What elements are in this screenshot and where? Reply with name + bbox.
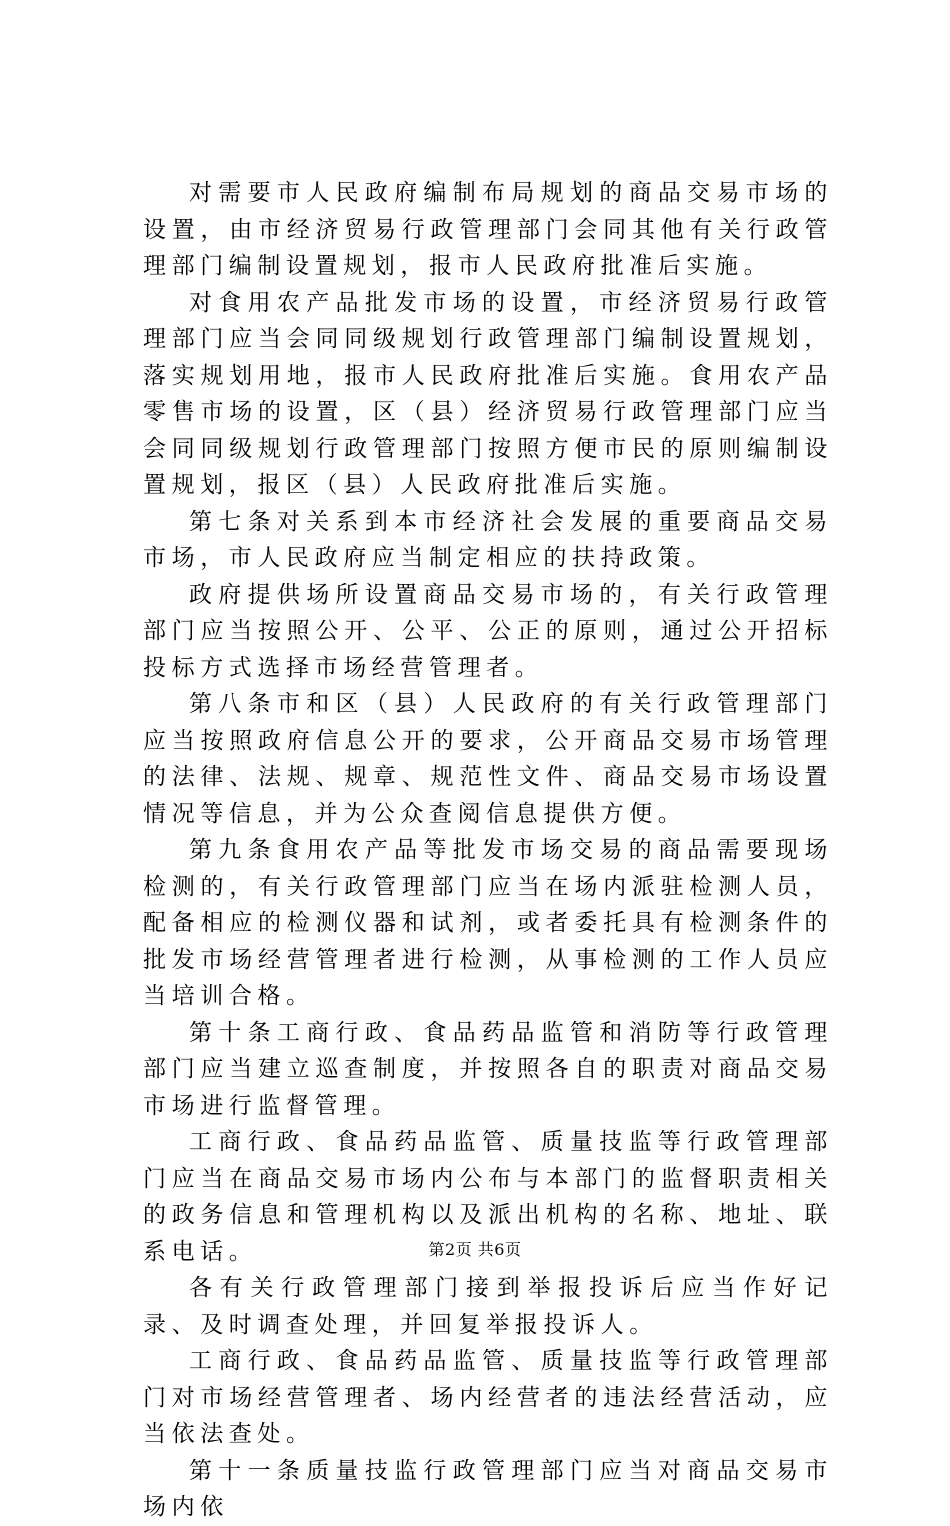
- paragraph: 对食用农产品批发市场的设置，市经济贸易行政管理部门应当会同同级规划行政管理部门编制设置规划，落实规划用地，报市人民政府批准后实施。食用农产品零售市场的设置，区（县）经济贸易行政管理部门应当会同同级规划行政管理部门按照方便市民的原则编制设置规划，报区（县）人民政府批准后实施。: [143, 289, 833, 498]
- paragraph: 工商行政、食品药品监管、质量技监等行政管理部门应当在商品交易市场内公布与本部门的监督职责相关的政务信息和管理机构以及派出机构的名称、地址、联系电话。: [143, 1129, 833, 1265]
- page-footer: [0, 1240, 950, 1260]
- paragraph: 工商行政、食品药品监管、质量技监等行政管理部门对市场经营管理者、场内经营者的违法经营活动，应当依法查处。: [143, 1348, 833, 1447]
- paragraph: 第九条食用农产品等批发市场交易的商品需要现场检测的，有关行政管理部门应当在场内派驻检测人员，配备相应的检测仪器和试剂，或者委托具有检测条件的批发市场经营管理者进行检测，从事检测的工作人员应当培训合格。: [143, 837, 833, 1009]
- paragraph: 对需要市人民政府编制布局规划的商品交易市场的设置，由市经济贸易行政管理部门会同其他有关行政管理部门编制设置规划，报市人民政府批准后实施。: [143, 180, 833, 279]
- paragraph: 第八条市和区（县）人民政府的有关行政管理部门应当按照政府信息公开的要求，公开商品交易市场管理的法律、法规、规章、规范性文件、商品交易市场设置情况等信息，并为公众查阅信息提供方便。: [143, 691, 833, 827]
- paragraph: 政府提供场所设置商品交易市场的，有关行政管理部门应当按照公开、公平、公正的原则，通过公开招标投标方式选择市场经营管理者。: [143, 581, 833, 681]
- paragraph: 第十一条质量技监行政管理部门应当对商品交易市场内依: [143, 1457, 833, 1520]
- paragraph: 第十条工商行政、食品药品监管和消防等行政管理部门应当建立巡查制度，并按照各自的职责对商品交易市场进行监督管理。: [143, 1019, 833, 1119]
- page-number: 第2页 共6页: [428, 1240, 522, 1259]
- document-body: [143, 175, 833, 1526]
- paragraph: 各有关行政管理部门接到举报投诉后应当作好记录、及时调查处理，并回复举报投诉人。: [143, 1275, 833, 1338]
- paragraph: 第七条对关系到本市经济社会发展的重要商品交易市场，市人民政府应当制定相应的扶持政策。: [143, 508, 833, 571]
